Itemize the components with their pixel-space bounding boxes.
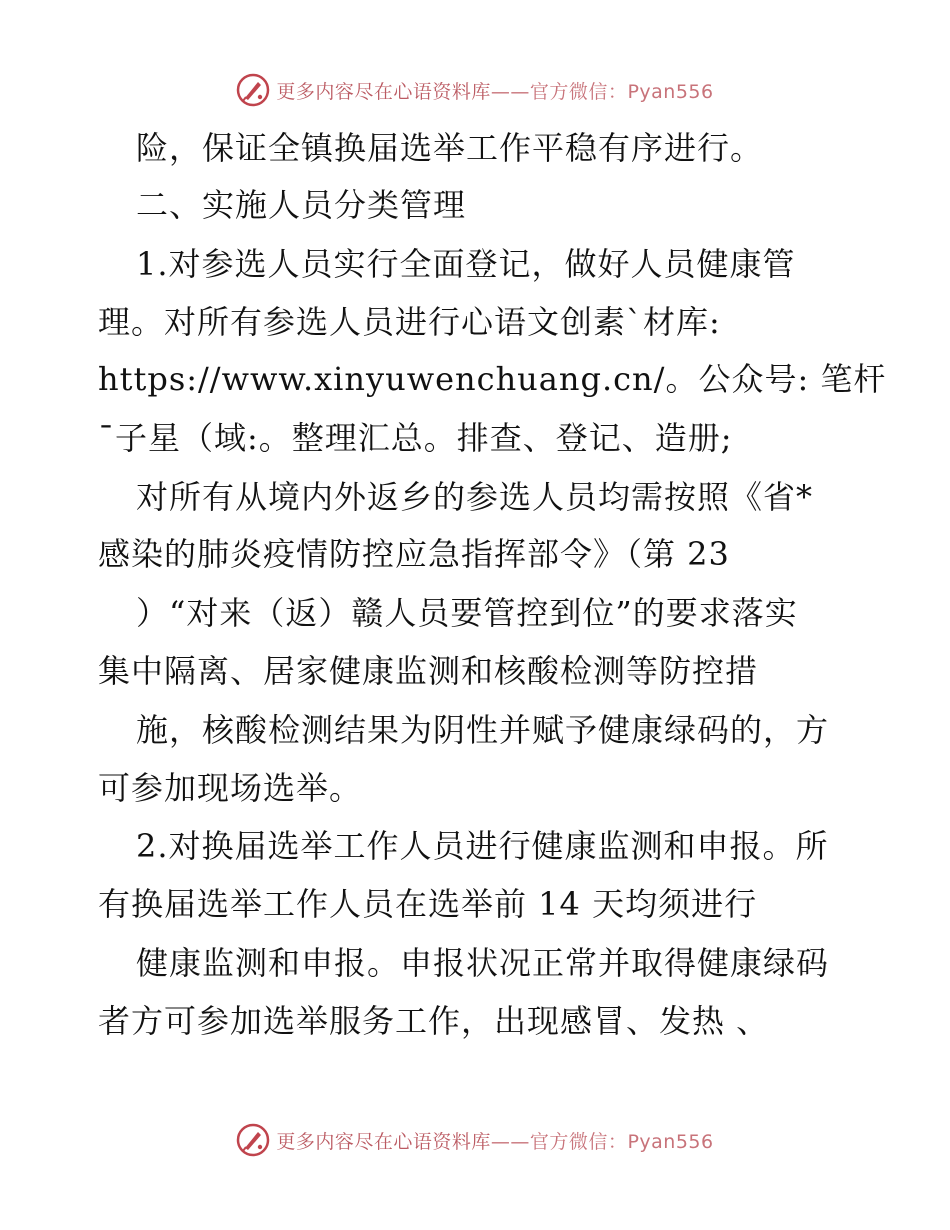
section-heading: 二、实施人员分类管理 [136,186,467,224]
feather-pen-logo-icon [236,73,270,107]
header-banner-handle: Pyan556 [627,80,714,103]
body-line: 可参加现场选举。 [98,769,363,807]
footer-banner-handle: Pyan556 [627,1130,714,1153]
feather-pen-logo-icon [236,1123,270,1157]
body-line: 者方可参加选举服务工作，出现感冒、发热 、 [98,1002,770,1040]
header-banner-dash: —— [490,80,530,103]
footer-banner-official: 官方微信： [529,1130,628,1153]
body-line: 施，核酸检测结果为阴性并赋予健康绿码的，方 [136,711,830,749]
body-line: 对所有从境内外返乡的参选人员均需按照《省* [136,478,814,516]
body-line: https://www.xinyuwenchuang.cn/。公众号: 笔杆 [98,360,887,398]
body-line: 有换届选举工作人员在选举前 14 天均须进行 [98,885,758,923]
body-line: 险，保证全镇换届选举工作平稳有序进行。 [136,129,764,167]
body-line: 集中隔离、居家健康监测和核酸检测等防控措 [98,652,759,690]
body-line: 理。对所有参选人员进行心语文创素`材库: [98,303,721,341]
body-line: 健康监测和申报。申报状况正常并取得健康绿码 [136,944,830,982]
footer-watermark-banner [0,1120,950,1160]
body-line: 1.对参选人员实行全面登记，做好人员健康管 [136,245,796,283]
header-banner-text [276,77,713,104]
footer-banner-dash: —— [490,1130,530,1153]
body-line: ¯子星（域:。整理汇总。排查、登记、造册; [98,419,733,457]
body-line: 感染的肺炎疫情防控应急指挥部令》（第 23 [98,535,730,573]
footer-banner-inner [236,1123,713,1157]
header-banner-official: 官方微信： [529,80,628,103]
footer-banner-text [276,1127,713,1154]
header-banner-main: 更多内容尽在心语资料库 [276,80,491,103]
body-line: ）“对来（返）赣人员要管控到位”的要求落实 [136,594,798,632]
header-banner-inner [236,73,713,107]
body-line: 2.对换届选举工作人员进行健康监测和申报。所 [136,827,829,865]
footer-banner-main: 更多内容尽在心语资料库 [276,1130,491,1153]
header-watermark-banner [0,70,950,110]
